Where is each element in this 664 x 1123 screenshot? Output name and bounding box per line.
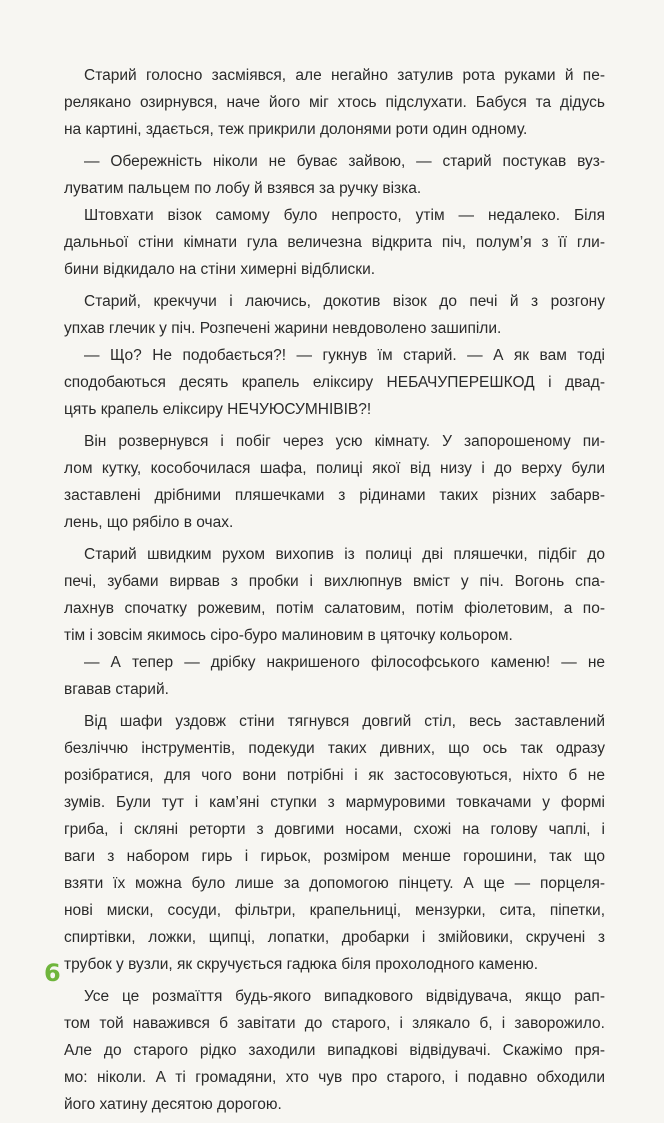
text-line: сподобаються десять крапель еліксиру НЕБАЧУПЕРЕШКОД і двад-: [64, 374, 605, 391]
page-number: 6: [44, 959, 61, 987]
text-line: спиртівки, ложки, щипці, лопатки, дробарки і змійовики, скручені з: [64, 929, 605, 946]
text-line: — Обережність ніколи не буває зайвою, — старий постукав вуз-: [84, 153, 605, 170]
paragraph: [64, 148, 605, 202]
paragraph: [64, 708, 605, 978]
text-line: том той наважився б завітати до старого, і злякало б, і заворожило.: [64, 1015, 605, 1032]
text-line: Старий швидким рухом вихопив із полиці дві пляшечки, підбіг до: [84, 546, 605, 563]
text-line: на картині, здається, теж прикрили долонями роти один одному.: [64, 121, 528, 138]
paragraph: [64, 62, 605, 143]
text-line: упхав глечик у піч. Розпечені жарини невдоволено зашипіли.: [64, 320, 502, 337]
text-line: його хатину десятою дорогою.: [64, 1096, 282, 1113]
text-line: печі, зубами вирвав з пробки і вихлюпнув вміст у піч. Вогонь спа-: [64, 573, 605, 590]
text-line: Але до старого рідко заходили випадкові відвідувачі. Скажімо пря-: [64, 1042, 605, 1059]
text-line: дальньої стіни кімнати гула величезна відкрита піч, полум’я з її гли-: [64, 234, 605, 251]
page-body: [64, 62, 605, 1123]
text-line: лень, що рябіло в очах.: [64, 514, 234, 531]
text-line: — А тепер — дрібку накришеного філософського каменю! — не: [84, 654, 605, 671]
text-line: розібратися, для чого вони потрібні і як застосовуються, ніхто б не: [64, 767, 605, 784]
text-line: цять крапель еліксиру НЕЧУЮСУМНІВІВ?!: [64, 401, 372, 418]
text-line: нові миски, сосуди, фільтри, крапельниці, мензурки, сита, піпетки,: [64, 902, 605, 919]
text-line: ваги з набором гирь і гирьок, розміром менше горошини, так що: [64, 848, 605, 865]
paragraph: [64, 428, 605, 536]
text-line: Старий голосно засміявся, але негайно затулив рота руками й пе-: [84, 67, 605, 84]
text-line: бини відкидало на стіни химерні відблиски.: [64, 261, 376, 278]
text-line: лахнув спочатку рожевим, потім салатовим, потім фіолетовим, а по-: [64, 600, 605, 617]
paragraph: [64, 541, 605, 649]
text-line: заставлені дрібними пляшечками з рідинами таких різних забарв-: [64, 487, 605, 504]
text-line: трубок у вузли, як скручується гадюка біля прохолодного каменю.: [64, 956, 539, 973]
text-line: тім і зовсім якимось сіро-буро малиновим в цяточку кольором.: [64, 627, 513, 644]
text-line: релякано озирнувся, наче його міг хтось підслухати. Бабуся та дідусь: [64, 94, 605, 111]
paragraph: [64, 649, 605, 703]
text-line: Усе це розмаїття будь-якого випадкового відвідувача, якщо рап-: [84, 988, 605, 1005]
text-line: лом кутку, кособочилася шафа, полиці якої від низу і до верху були: [64, 460, 605, 477]
text-line: Штовхати візок самому було непросто, утім — недалеко. Біля: [84, 207, 605, 224]
text-line: мо: ніколи. А ті громадяни, хто чув про старого, і подавно обходили: [64, 1069, 605, 1086]
text-line: Старий, крекчучи і лаючись, докотив візок до печі й з розгону: [84, 293, 605, 310]
text-line: луватим пальцем по лобу й взявся за ручку візка.: [64, 180, 422, 197]
text-line: взяти їх можна було лише за допомогою пінцету. А ще — порцеля-: [64, 875, 605, 892]
paragraph: [64, 983, 605, 1118]
paragraph: [64, 202, 605, 283]
text-line: Від шафи уздовж стіни тягнувся довгий стіл, весь заставлений: [84, 713, 605, 730]
text-line: зумів. Були тут і кам’яні ступки з мармуровими товкачами у формі: [64, 794, 605, 811]
text-line: — Що? Не подобається?! — гукнув їм старий. — А як вам тоді: [84, 347, 605, 364]
text-line: вгавав старий.: [64, 681, 169, 698]
text-line: гриба, і скляні реторти з довгими носами, схожі на голову чаплі, і: [64, 821, 605, 838]
text-line: Він розвернувся і побіг через усю кімнату. У запорошеному пи-: [84, 433, 605, 450]
paragraph: [64, 342, 605, 423]
paragraph: [64, 288, 605, 342]
text-line: безліччю інструментів, подекуди таких дивних, що ось так одразу: [64, 740, 605, 757]
